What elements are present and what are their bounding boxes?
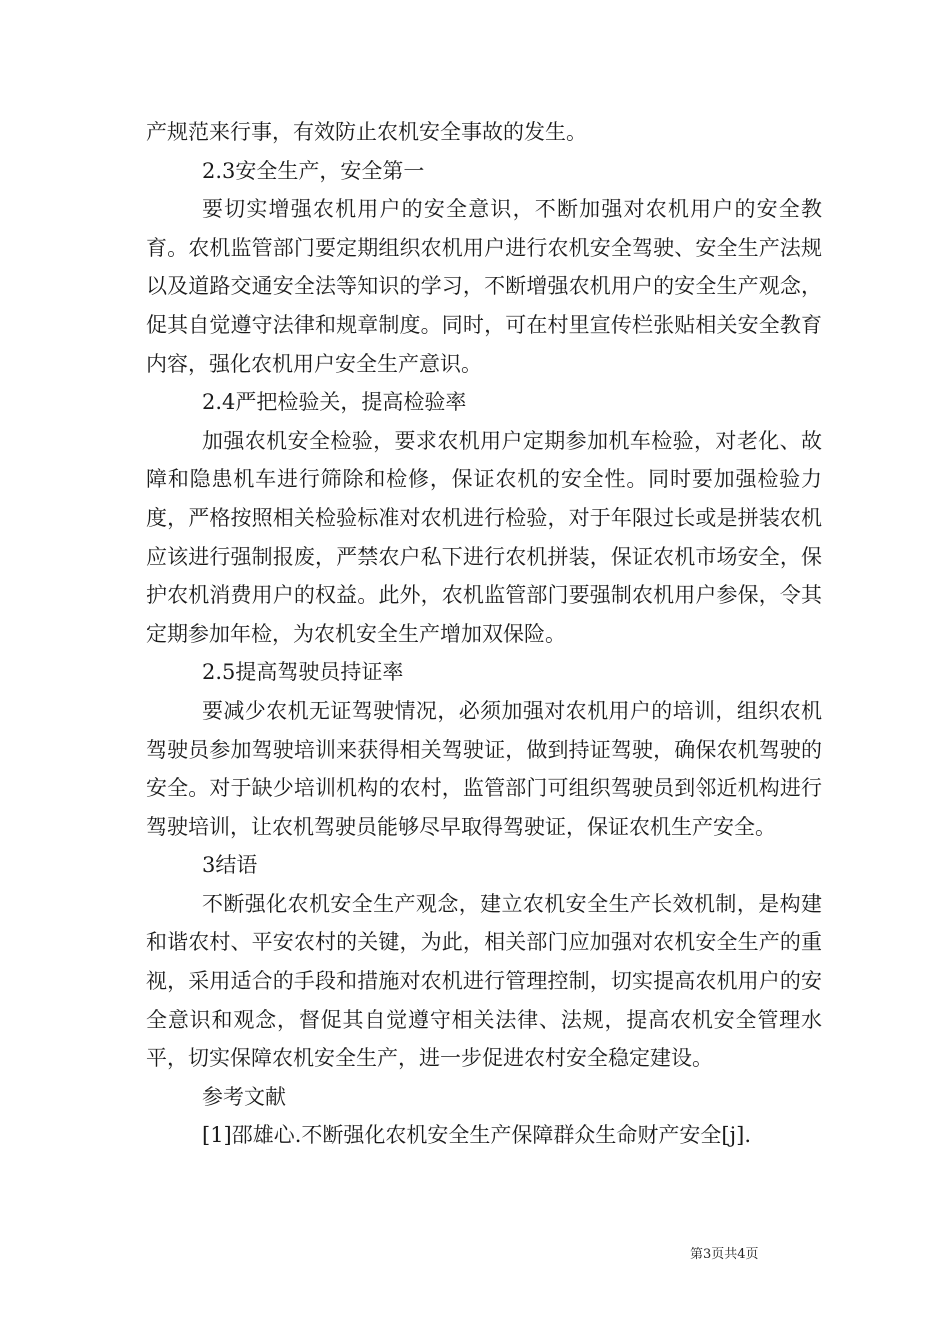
- document-body: [146, 113, 822, 1155]
- paragraph-inspection: 加强农机安全检验，要求农机用户定期参加机车检验，对老化、故障和隐患机车进行筛除和检修，保证农机的安全性。同时要加强检验力度，严格按照相关检验标准对农机进行检验，对于年限过长或是拼装农机应该进行强制报废，严禁农户私下进行农机拼装，保证农机市场安全，保护农机消费用户的权益。此外，农机监管部门要强制农机用户参保，令其定期参加年检，为农机安全生产增加双保险。: [146, 428, 822, 646]
- section-heading-2-5: 2.5提高驾驶员持证率: [202, 660, 404, 685]
- references-heading: 参考文献: [202, 1084, 286, 1109]
- page-number-footer: 第3页共4页: [690, 1247, 759, 1262]
- section-heading-3: 3结语: [202, 853, 258, 878]
- reference-item-1: [1]邵雄心.不断强化农机安全生产保障群众生命财产安全[j].: [202, 1123, 751, 1148]
- paragraph-continuation: 产规范来行事，有效防止农机安全事故的发生。: [146, 120, 587, 144]
- section-heading-2-4: 2.4严把检验关，提高检验率: [202, 390, 467, 415]
- paragraph-safety-education: 要切实增强农机用户的安全意识，不断加强对农机用户的安全教育。农机监管部门要定期组织农机用户进行农机安全驾驶、安全生产法规以及道路交通安全法等知识的学习，不断增强农机用户的安全生产观念，促其自觉遵守法律和规章制度。同时，可在村里宣传栏张贴相关安全教育内容，强化农机用户安全生产意识。: [146, 197, 822, 376]
- paragraph-driver-license: 要减少农机无证驾驶情况，必须加强对农机用户的培训，组织农机驾驶员参加驾驶培训来获得相关驾驶证，做到持证驾驶，确保农机驾驶的安全。对于缺少培训机构的农村，监管部门可组织驾驶员到邻近机构进行驾驶培训，让农机驾驶员能够尽早取得驾驶证，保证农机生产安全。: [146, 698, 822, 839]
- section-heading-2-3: 2.3安全生产，安全第一: [202, 158, 425, 183]
- paragraph-conclusion: 不断强化农机安全生产观念，建立农机安全生产长效机制，是构建和谐农村、平安农村的关键，为此，相关部门应加强对农机安全生产的重视，采用适合的手段和措施对农机进行管理控制，切实提高农机用户的安全意识和观念，督促其自觉遵守相关法律、法规，提高农机安全管理水平，切实保障农机安全生产，进一步促进农村安全稳定建设。: [146, 891, 822, 1071]
